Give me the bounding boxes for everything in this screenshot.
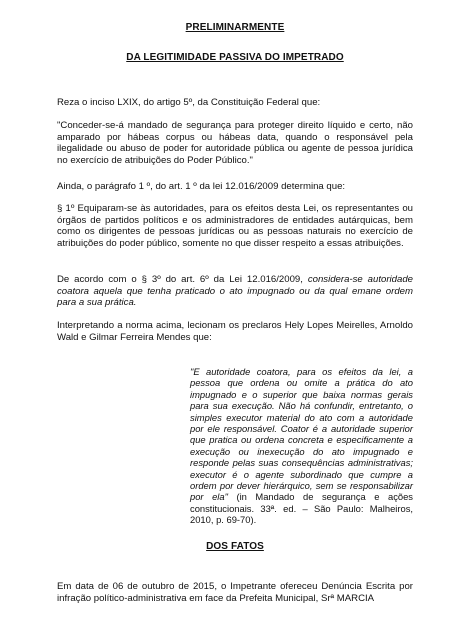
paragraph-lei-intro: Ainda, o parágrafo 1 º, do art. 1 º da lei 12.016/2009 determina que:	[57, 181, 346, 192]
paragraph-interpretando: Interpretando a norma acima, lecionam os preclaros Hely Lopes Meirelles, Arnoldo Wald e Gilmar Ferreira Mendes que:	[57, 320, 413, 343]
paragraph-equiparam-se: § 1º Equiparam-se às autoridades, para os efeitos desta Lei, os representantes ou órgãos de partidos políticos e os administradores de entidades autárquicas, bem como os dirigentes de pessoas jurídicas ou as pessoas naturais no exercício de atribuições do poder público, somente no que disser respeito a essas atribuições.	[57, 203, 413, 249]
heading-preliminarmente: PRELIMINARMENTE	[185, 22, 285, 33]
paragraph-autoridade-coatora-italic: considera-se autoridade coatora aquela que tenha praticado o ato impugnado ou da qual emane ordem para a sua prática.	[57, 274, 413, 309]
block-quote-doutrina	[190, 366, 413, 526]
block-quote-italic: "E autoridade coatora, para os efeitos da lei, a pessoa que ordena ou omite a prática do ato impugnado e o superior que baixa normas gerais para sua execução. Não há confundir, entretanto, o simples executor material do ato com a autoridade por ele responsável. Coator é a autoridade superior que pratica ou ordena concreta e especificamente a execução ou inexecução do ato impugnado e responde pelas suas consequências administrativas; executor é o agente subordinado que cumpre a ordem por dever hierárquico, sem se responsabilizar por ela"	[190, 366, 413, 503]
paragraph-autoridade-coatora	[57, 274, 413, 309]
block-quote-citation: (in Mandado de segurança e ações constitucionais. 33ª. ed. – São Paulo: Malheiros, 2010, p. 69-70).	[190, 491, 413, 526]
paragraph-constituicao-intro: Reza o inciso LXIX, do artigo 5º, da Constituição Federal que:	[57, 97, 321, 108]
paragraph-mandado-seguranca-quote: "Conceder-se-á mandado de segurança para proteger direito líquido e certo, não amparado por hábeas corpus ou hábeas data, quando o responsável pela ilegalidade ou abuso de poder for autoridade pública ou agente de pessoa jurídica no exercício de atribuições do Poder Público."	[57, 120, 413, 166]
heading-dos-fatos: DOS FATOS	[206, 541, 264, 552]
paragraph-fatos: Em data de 06 de outubro de 2015, o Impetrante ofereceu Denúncia Escrita por infração político-administrativa em face da Prefeita Municipal, Srª MARCIA	[57, 581, 413, 604]
heading-legitimidade-passiva: DA LEGITIMIDADE PASSIVA DO IMPETRADO	[126, 52, 344, 63]
paragraph-autoridade-coatora-plain: De acordo com o § 3º do art. 6º da Lei 12.016/2009,	[57, 274, 308, 285]
